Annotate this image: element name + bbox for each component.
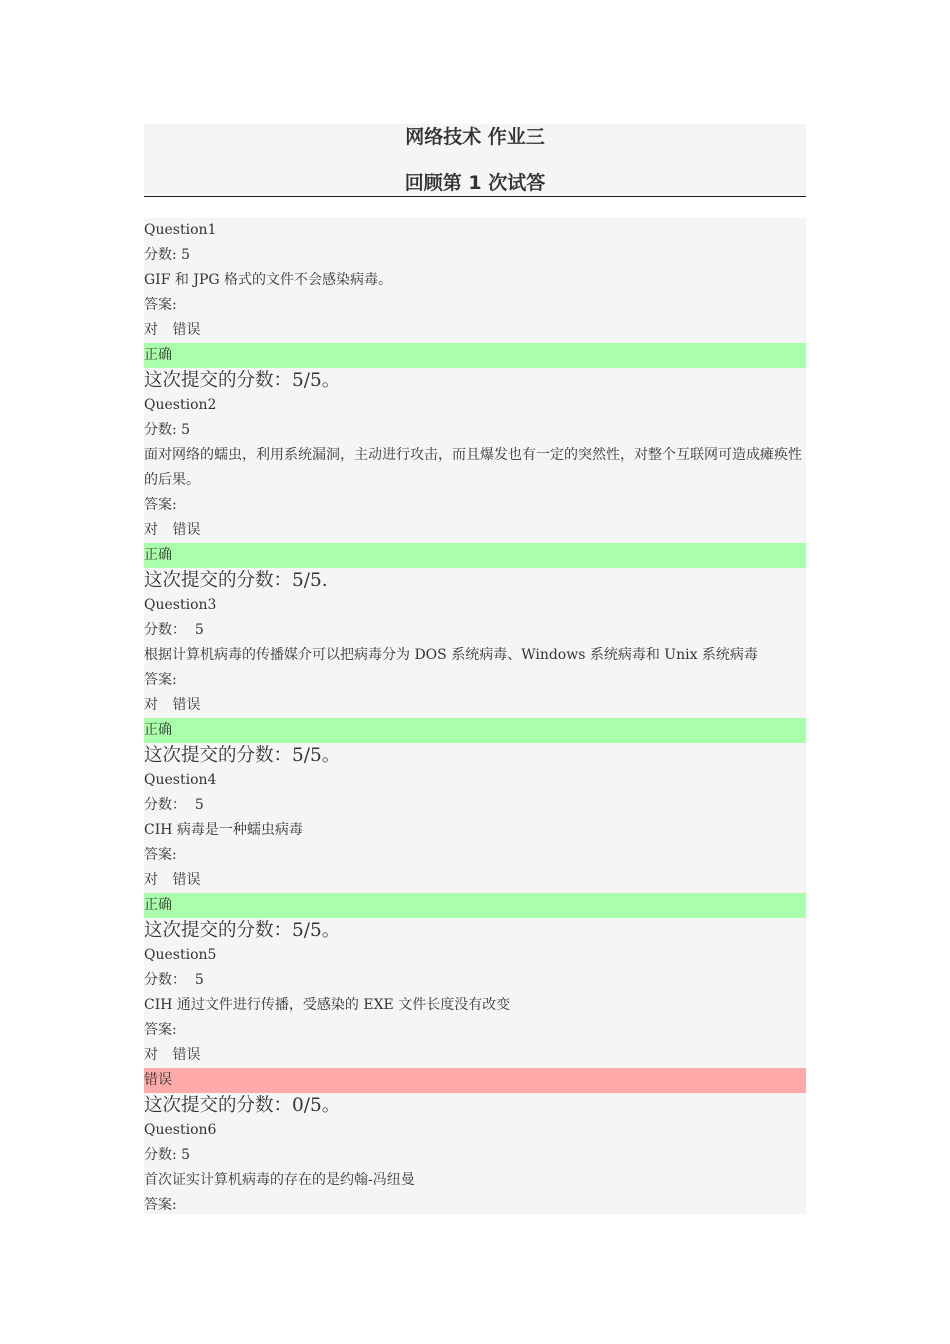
question-text: 根据计算机病毒的传播媒介可以把病毒分为 DOS 系统病毒、Windows 系统病毒和 Unix 系统病毒 xyxy=(144,647,758,663)
question-block xyxy=(144,218,806,393)
question-score: 分数： 5 xyxy=(144,797,204,813)
question-number: Question1 xyxy=(144,222,217,238)
submission-score: 这次提交的分数：5/5。 xyxy=(144,920,341,941)
question-score: 分数： 5 xyxy=(144,622,204,638)
answer-options xyxy=(144,518,806,543)
answer-label: 答案: xyxy=(144,1197,177,1213)
result-badge: 错误 xyxy=(144,1068,806,1093)
result-badge: 正确 xyxy=(144,343,806,368)
submission-score: 这次提交的分数：5/5. xyxy=(144,570,328,591)
answer-options xyxy=(144,693,806,718)
option-false[interactable]: 错误 xyxy=(172,697,201,713)
question-block xyxy=(144,943,806,1118)
question-block xyxy=(144,1118,806,1218)
question-block xyxy=(144,768,806,943)
option-false[interactable]: 错误 xyxy=(172,872,201,888)
quiz-header xyxy=(144,124,806,197)
option-false[interactable]: 错误 xyxy=(172,522,201,538)
question-number: Question5 xyxy=(144,947,217,963)
result-badge: 正确 xyxy=(144,543,806,568)
submission-score: 这次提交的分数：5/5。 xyxy=(144,370,341,391)
option-false[interactable]: 错误 xyxy=(172,1047,201,1063)
option-false[interactable]: 错误 xyxy=(172,322,201,338)
answer-options xyxy=(144,1043,806,1068)
answer-label: 答案: xyxy=(144,497,177,513)
answer-label: 答案: xyxy=(144,297,177,313)
submission-score: 这次提交的分数：5/5。 xyxy=(144,745,341,766)
question-block xyxy=(144,593,806,768)
question-score: 分数: 5 xyxy=(144,422,191,438)
answer-label: 答案: xyxy=(144,1022,177,1038)
question-text: CIH 病毒是一种蠕虫病毒 xyxy=(144,822,303,838)
quiz-review-content xyxy=(144,218,806,1214)
question-number: Question6 xyxy=(144,1122,217,1138)
question-score: 分数: 5 xyxy=(144,247,191,263)
question-score: 分数： 5 xyxy=(144,972,204,988)
question-score: 分数: 5 xyxy=(144,1147,191,1163)
question-number: Question3 xyxy=(144,597,217,613)
option-true[interactable]: 对 xyxy=(144,522,158,538)
attempt-subtitle: 回顾第 1 次试答 xyxy=(404,172,546,194)
question-text: GIF 和 JPG 格式的文件不会感染病毒。 xyxy=(144,272,392,288)
question-text: CIH 通过文件进行传播，受感染的 EXE 文件长度没有改变 xyxy=(144,997,511,1013)
question-number: Question4 xyxy=(144,772,217,788)
option-true[interactable]: 对 xyxy=(144,697,158,713)
question-text: 面对网络的蠕虫，利用系统漏洞，主动进行攻击，而且爆发也有一定的突然性，对整个互联网可造成瘫痪性的后果。 xyxy=(144,447,802,488)
submission-score: 这次提交的分数：0/5。 xyxy=(144,1095,341,1116)
option-true[interactable]: 对 xyxy=(144,872,158,888)
page-title: 网络技术 作业三 xyxy=(405,126,545,148)
question-text: 首次证实计算机病毒的存在的是约翰-冯纽曼 xyxy=(144,1172,415,1188)
answer-label: 答案: xyxy=(144,672,177,688)
answer-label: 答案: xyxy=(144,847,177,863)
question-block xyxy=(144,393,806,593)
option-true[interactable]: 对 xyxy=(144,322,158,338)
result-badge: 正确 xyxy=(144,718,806,743)
answer-options xyxy=(144,868,806,893)
option-true[interactable]: 对 xyxy=(144,1047,158,1063)
answer-options xyxy=(144,318,806,343)
result-badge: 正确 xyxy=(144,893,806,918)
question-number: Question2 xyxy=(144,397,217,413)
